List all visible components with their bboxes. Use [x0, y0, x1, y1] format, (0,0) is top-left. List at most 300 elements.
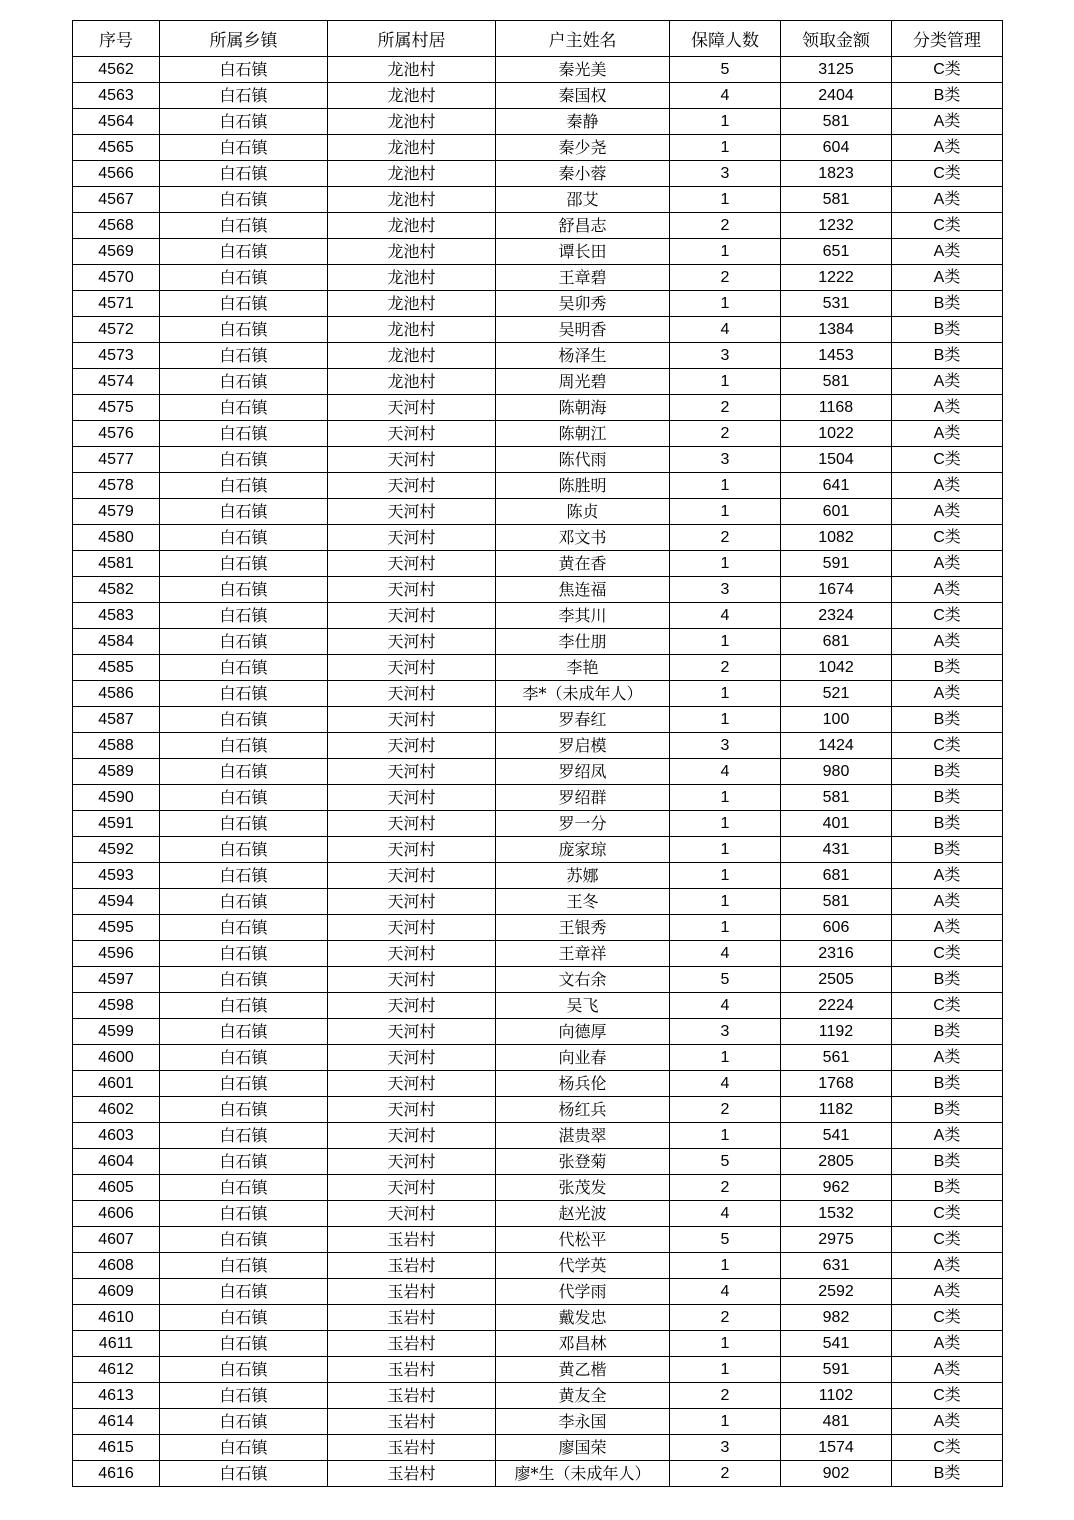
householder-cell: 李*（未成年人） [496, 681, 670, 707]
village-cell: 龙池村 [328, 109, 496, 135]
category-cell: C类 [892, 603, 1003, 629]
village-cell: 玉岩村 [328, 1435, 496, 1461]
householder-cell: 文右余 [496, 967, 670, 993]
township-cell: 白石镇 [160, 499, 328, 525]
householder-cell: 王冬 [496, 889, 670, 915]
serial-cell: 4578 [73, 473, 160, 499]
householder-cell: 吴明香 [496, 317, 670, 343]
amount-cell: 481 [781, 1409, 892, 1435]
serial-cell: 4600 [73, 1045, 160, 1071]
table-row [73, 629, 1003, 655]
table-row [73, 1227, 1003, 1253]
amount-cell: 902 [781, 1461, 892, 1487]
serial-cell: 4583 [73, 603, 160, 629]
table-row [73, 681, 1003, 707]
amount-cell: 2592 [781, 1279, 892, 1305]
amount-cell: 1192 [781, 1019, 892, 1045]
householder-cell: 王章祥 [496, 941, 670, 967]
people-count-cell: 4 [670, 941, 781, 967]
people-count-cell: 3 [670, 1019, 781, 1045]
people-count-cell: 1 [670, 629, 781, 655]
header-people-count: 保障人数 [670, 21, 781, 57]
amount-cell: 1674 [781, 577, 892, 603]
people-count-cell: 4 [670, 83, 781, 109]
township-cell: 白石镇 [160, 603, 328, 629]
table-row [73, 1019, 1003, 1045]
category-cell: A类 [892, 369, 1003, 395]
householder-cell: 邓昌林 [496, 1331, 670, 1357]
householder-cell: 陈胜明 [496, 473, 670, 499]
village-cell: 玉岩村 [328, 1461, 496, 1487]
table-row [73, 473, 1003, 499]
amount-cell: 1453 [781, 343, 892, 369]
category-cell: B类 [892, 967, 1003, 993]
amount-cell: 2324 [781, 603, 892, 629]
village-cell: 龙池村 [328, 57, 496, 83]
township-cell: 白石镇 [160, 551, 328, 577]
category-cell: B类 [892, 655, 1003, 681]
people-count-cell: 1 [670, 291, 781, 317]
header-village: 所属村居 [328, 21, 496, 57]
header-category: 分类管理 [892, 21, 1003, 57]
township-cell: 白石镇 [160, 1383, 328, 1409]
category-cell: A类 [892, 889, 1003, 915]
people-count-cell: 1 [670, 1409, 781, 1435]
village-cell: 玉岩村 [328, 1227, 496, 1253]
category-cell: C类 [892, 161, 1003, 187]
category-cell: A类 [892, 1045, 1003, 1071]
amount-cell: 2975 [781, 1227, 892, 1253]
township-cell: 白石镇 [160, 889, 328, 915]
serial-cell: 4569 [73, 239, 160, 265]
householder-cell: 廖国荣 [496, 1435, 670, 1461]
people-count-cell: 1 [670, 811, 781, 837]
category-cell: B类 [892, 811, 1003, 837]
category-cell: B类 [892, 83, 1003, 109]
householder-cell: 代学英 [496, 1253, 670, 1279]
village-cell: 玉岩村 [328, 1305, 496, 1331]
category-cell: B类 [892, 1175, 1003, 1201]
table-row [73, 1253, 1003, 1279]
township-cell: 白石镇 [160, 239, 328, 265]
village-cell: 龙池村 [328, 317, 496, 343]
amount-cell: 1574 [781, 1435, 892, 1461]
people-count-cell: 1 [670, 551, 781, 577]
table-row [73, 1409, 1003, 1435]
category-cell: C类 [892, 447, 1003, 473]
householder-cell: 罗春红 [496, 707, 670, 733]
amount-cell: 1823 [781, 161, 892, 187]
serial-cell: 4597 [73, 967, 160, 993]
table-row [73, 291, 1003, 317]
village-cell: 天河村 [328, 863, 496, 889]
serial-cell: 4599 [73, 1019, 160, 1045]
people-count-cell: 4 [670, 603, 781, 629]
township-cell: 白石镇 [160, 863, 328, 889]
township-cell: 白石镇 [160, 83, 328, 109]
village-cell: 天河村 [328, 889, 496, 915]
serial-cell: 4586 [73, 681, 160, 707]
serial-cell: 4611 [73, 1331, 160, 1357]
people-count-cell: 3 [670, 1435, 781, 1461]
category-cell: A类 [892, 551, 1003, 577]
category-cell: C类 [892, 1383, 1003, 1409]
table-row [73, 343, 1003, 369]
table-row [73, 1175, 1003, 1201]
people-count-cell: 1 [670, 499, 781, 525]
table-row [73, 499, 1003, 525]
table-row [73, 863, 1003, 889]
people-count-cell: 1 [670, 239, 781, 265]
table-row [73, 1071, 1003, 1097]
table-row [73, 1279, 1003, 1305]
amount-cell: 581 [781, 889, 892, 915]
table-row [73, 135, 1003, 161]
amount-cell: 1232 [781, 213, 892, 239]
township-cell: 白石镇 [160, 1331, 328, 1357]
village-cell: 天河村 [328, 395, 496, 421]
village-cell: 天河村 [328, 473, 496, 499]
table-row [73, 941, 1003, 967]
township-cell: 白石镇 [160, 187, 328, 213]
table-row [73, 993, 1003, 1019]
people-count-cell: 3 [670, 343, 781, 369]
householder-cell: 吴卯秀 [496, 291, 670, 317]
village-cell: 天河村 [328, 525, 496, 551]
amount-cell: 1532 [781, 1201, 892, 1227]
people-count-cell: 2 [670, 655, 781, 681]
table-row [73, 1357, 1003, 1383]
table-row [73, 525, 1003, 551]
serial-cell: 4568 [73, 213, 160, 239]
householder-cell: 罗启模 [496, 733, 670, 759]
category-cell: A类 [892, 421, 1003, 447]
table-row [73, 1149, 1003, 1175]
township-cell: 白石镇 [160, 655, 328, 681]
amount-cell: 591 [781, 1357, 892, 1383]
village-cell: 龙池村 [328, 265, 496, 291]
householder-cell: 秦静 [496, 109, 670, 135]
people-count-cell: 1 [670, 369, 781, 395]
amount-cell: 581 [781, 785, 892, 811]
serial-cell: 4615 [73, 1435, 160, 1461]
amount-cell: 641 [781, 473, 892, 499]
village-cell: 龙池村 [328, 135, 496, 161]
serial-cell: 4588 [73, 733, 160, 759]
amount-cell: 2505 [781, 967, 892, 993]
category-cell: B类 [892, 785, 1003, 811]
table-row [73, 317, 1003, 343]
people-count-cell: 2 [670, 1305, 781, 1331]
category-cell: A类 [892, 395, 1003, 421]
amount-cell: 1222 [781, 265, 892, 291]
village-cell: 龙池村 [328, 187, 496, 213]
table-row [73, 1097, 1003, 1123]
householder-cell: 秦国权 [496, 83, 670, 109]
table-row [73, 1331, 1003, 1357]
table-row [73, 915, 1003, 941]
amount-cell: 1182 [781, 1097, 892, 1123]
township-cell: 白石镇 [160, 421, 328, 447]
category-cell: A类 [892, 135, 1003, 161]
people-count-cell: 2 [670, 525, 781, 551]
category-cell: B类 [892, 1071, 1003, 1097]
amount-cell: 601 [781, 499, 892, 525]
township-cell: 白石镇 [160, 759, 328, 785]
township-cell: 白石镇 [160, 707, 328, 733]
township-cell: 白石镇 [160, 967, 328, 993]
category-cell: A类 [892, 109, 1003, 135]
category-cell: A类 [892, 629, 1003, 655]
amount-cell: 541 [781, 1331, 892, 1357]
village-cell: 天河村 [328, 551, 496, 577]
township-cell: 白石镇 [160, 811, 328, 837]
header-row [73, 21, 1003, 57]
people-count-cell: 5 [670, 1227, 781, 1253]
householder-cell: 焦连福 [496, 577, 670, 603]
people-count-cell: 2 [670, 213, 781, 239]
householder-cell: 张登菊 [496, 1149, 670, 1175]
amount-cell: 1042 [781, 655, 892, 681]
township-cell: 白石镇 [160, 915, 328, 941]
people-count-cell: 2 [670, 1097, 781, 1123]
table-row [73, 1045, 1003, 1071]
householder-cell: 戴发忠 [496, 1305, 670, 1331]
serial-cell: 4606 [73, 1201, 160, 1227]
township-cell: 白石镇 [160, 109, 328, 135]
serial-cell: 4580 [73, 525, 160, 551]
category-cell: A类 [892, 1279, 1003, 1305]
householder-cell: 陈朝江 [496, 421, 670, 447]
householder-cell: 庞家琼 [496, 837, 670, 863]
householder-cell: 秦少尧 [496, 135, 670, 161]
category-cell: A类 [892, 1123, 1003, 1149]
serial-cell: 4573 [73, 343, 160, 369]
serial-cell: 4590 [73, 785, 160, 811]
village-cell: 天河村 [328, 941, 496, 967]
village-cell: 龙池村 [328, 161, 496, 187]
serial-cell: 4565 [73, 135, 160, 161]
amount-cell: 581 [781, 109, 892, 135]
table-row [73, 1305, 1003, 1331]
township-cell: 白石镇 [160, 213, 328, 239]
village-cell: 天河村 [328, 785, 496, 811]
table-row [73, 1201, 1003, 1227]
township-cell: 白石镇 [160, 1201, 328, 1227]
serial-cell: 4575 [73, 395, 160, 421]
village-cell: 龙池村 [328, 239, 496, 265]
householder-cell: 代松平 [496, 1227, 670, 1253]
village-cell: 天河村 [328, 1201, 496, 1227]
village-cell: 天河村 [328, 655, 496, 681]
table-row [73, 1383, 1003, 1409]
village-cell: 天河村 [328, 1019, 496, 1045]
township-cell: 白石镇 [160, 1227, 328, 1253]
householder-cell: 廖*生（未成年人） [496, 1461, 670, 1487]
township-cell: 白石镇 [160, 1435, 328, 1461]
category-cell: B类 [892, 291, 1003, 317]
serial-cell: 4567 [73, 187, 160, 213]
serial-cell: 4571 [73, 291, 160, 317]
people-count-cell: 2 [670, 1461, 781, 1487]
serial-cell: 4609 [73, 1279, 160, 1305]
people-count-cell: 4 [670, 1279, 781, 1305]
people-count-cell: 2 [670, 395, 781, 421]
householder-cell: 王章碧 [496, 265, 670, 291]
township-cell: 白石镇 [160, 291, 328, 317]
serial-cell: 4604 [73, 1149, 160, 1175]
amount-cell: 982 [781, 1305, 892, 1331]
householder-cell: 邓文书 [496, 525, 670, 551]
amount-cell: 1504 [781, 447, 892, 473]
table-row [73, 447, 1003, 473]
village-cell: 天河村 [328, 1071, 496, 1097]
category-cell: A类 [892, 1409, 1003, 1435]
township-cell: 白石镇 [160, 837, 328, 863]
category-cell: A类 [892, 239, 1003, 265]
township-cell: 白石镇 [160, 733, 328, 759]
category-cell: C类 [892, 57, 1003, 83]
category-cell: C类 [892, 1435, 1003, 1461]
village-cell: 天河村 [328, 759, 496, 785]
serial-cell: 4603 [73, 1123, 160, 1149]
serial-cell: 4598 [73, 993, 160, 1019]
householder-cell: 代学雨 [496, 1279, 670, 1305]
people-count-cell: 5 [670, 1149, 781, 1175]
category-cell: A类 [892, 473, 1003, 499]
township-cell: 白石镇 [160, 161, 328, 187]
amount-cell: 2404 [781, 83, 892, 109]
householder-cell: 谭长田 [496, 239, 670, 265]
amount-cell: 3125 [781, 57, 892, 83]
amount-cell: 561 [781, 1045, 892, 1071]
householder-cell: 杨泽生 [496, 343, 670, 369]
village-cell: 玉岩村 [328, 1409, 496, 1435]
village-cell: 天河村 [328, 603, 496, 629]
village-cell: 龙池村 [328, 369, 496, 395]
township-cell: 白石镇 [160, 395, 328, 421]
amount-cell: 531 [781, 291, 892, 317]
people-count-cell: 1 [670, 1123, 781, 1149]
category-cell: B类 [892, 759, 1003, 785]
township-cell: 白石镇 [160, 1357, 328, 1383]
village-cell: 天河村 [328, 1045, 496, 1071]
category-cell: C类 [892, 1305, 1003, 1331]
table-row [73, 759, 1003, 785]
people-count-cell: 5 [670, 57, 781, 83]
township-cell: 白石镇 [160, 1071, 328, 1097]
people-count-cell: 1 [670, 1253, 781, 1279]
serial-cell: 4607 [73, 1227, 160, 1253]
householder-cell: 李其川 [496, 603, 670, 629]
category-cell: B类 [892, 1461, 1003, 1487]
category-cell: A类 [892, 187, 1003, 213]
householder-cell: 陈贞 [496, 499, 670, 525]
amount-cell: 431 [781, 837, 892, 863]
serial-cell: 4564 [73, 109, 160, 135]
people-count-cell: 3 [670, 447, 781, 473]
village-cell: 天河村 [328, 681, 496, 707]
amount-cell: 1102 [781, 1383, 892, 1409]
township-cell: 白石镇 [160, 1409, 328, 1435]
serial-cell: 4584 [73, 629, 160, 655]
serial-cell: 4593 [73, 863, 160, 889]
table-row [73, 239, 1003, 265]
township-cell: 白石镇 [160, 525, 328, 551]
serial-cell: 4576 [73, 421, 160, 447]
village-cell: 龙池村 [328, 83, 496, 109]
township-cell: 白石镇 [160, 577, 328, 603]
township-cell: 白石镇 [160, 1279, 328, 1305]
township-cell: 白石镇 [160, 993, 328, 1019]
township-cell: 白石镇 [160, 1123, 328, 1149]
people-count-cell: 1 [670, 915, 781, 941]
header-township: 所属乡镇 [160, 21, 328, 57]
table-row [73, 577, 1003, 603]
township-cell: 白石镇 [160, 941, 328, 967]
serial-cell: 4587 [73, 707, 160, 733]
householder-cell: 陈朝海 [496, 395, 670, 421]
householder-cell: 秦小蓉 [496, 161, 670, 187]
table-row [73, 213, 1003, 239]
village-cell: 天河村 [328, 1175, 496, 1201]
category-cell: A类 [892, 681, 1003, 707]
table-row [73, 707, 1003, 733]
serial-cell: 4574 [73, 369, 160, 395]
table-row [73, 57, 1003, 83]
people-count-cell: 4 [670, 1201, 781, 1227]
table-row [73, 603, 1003, 629]
table-row [73, 265, 1003, 291]
serial-cell: 4596 [73, 941, 160, 967]
people-count-cell: 2 [670, 421, 781, 447]
householder-cell: 罗绍凤 [496, 759, 670, 785]
township-cell: 白石镇 [160, 1461, 328, 1487]
category-cell: B类 [892, 1097, 1003, 1123]
amount-cell: 681 [781, 629, 892, 655]
householder-cell: 湛贵翠 [496, 1123, 670, 1149]
table-row [73, 395, 1003, 421]
serial-cell: 4562 [73, 57, 160, 83]
amount-cell: 606 [781, 915, 892, 941]
people-count-cell: 2 [670, 1175, 781, 1201]
table-row [73, 551, 1003, 577]
people-count-cell: 4 [670, 1071, 781, 1097]
people-count-cell: 1 [670, 863, 781, 889]
serial-cell: 4581 [73, 551, 160, 577]
householder-cell: 周光碧 [496, 369, 670, 395]
township-cell: 白石镇 [160, 681, 328, 707]
header-householder: 户主姓名 [496, 21, 670, 57]
village-cell: 天河村 [328, 915, 496, 941]
householder-cell: 向德厚 [496, 1019, 670, 1045]
householder-cell: 舒昌志 [496, 213, 670, 239]
table-row [73, 811, 1003, 837]
serial-cell: 4582 [73, 577, 160, 603]
township-cell: 白石镇 [160, 265, 328, 291]
amount-cell: 2224 [781, 993, 892, 1019]
village-cell: 玉岩村 [328, 1253, 496, 1279]
serial-cell: 4589 [73, 759, 160, 785]
serial-cell: 4613 [73, 1383, 160, 1409]
township-cell: 白石镇 [160, 317, 328, 343]
serial-cell: 4608 [73, 1253, 160, 1279]
amount-cell: 1424 [781, 733, 892, 759]
serial-cell: 4585 [73, 655, 160, 681]
table-row [73, 83, 1003, 109]
village-cell: 天河村 [328, 1149, 496, 1175]
village-cell: 天河村 [328, 1097, 496, 1123]
